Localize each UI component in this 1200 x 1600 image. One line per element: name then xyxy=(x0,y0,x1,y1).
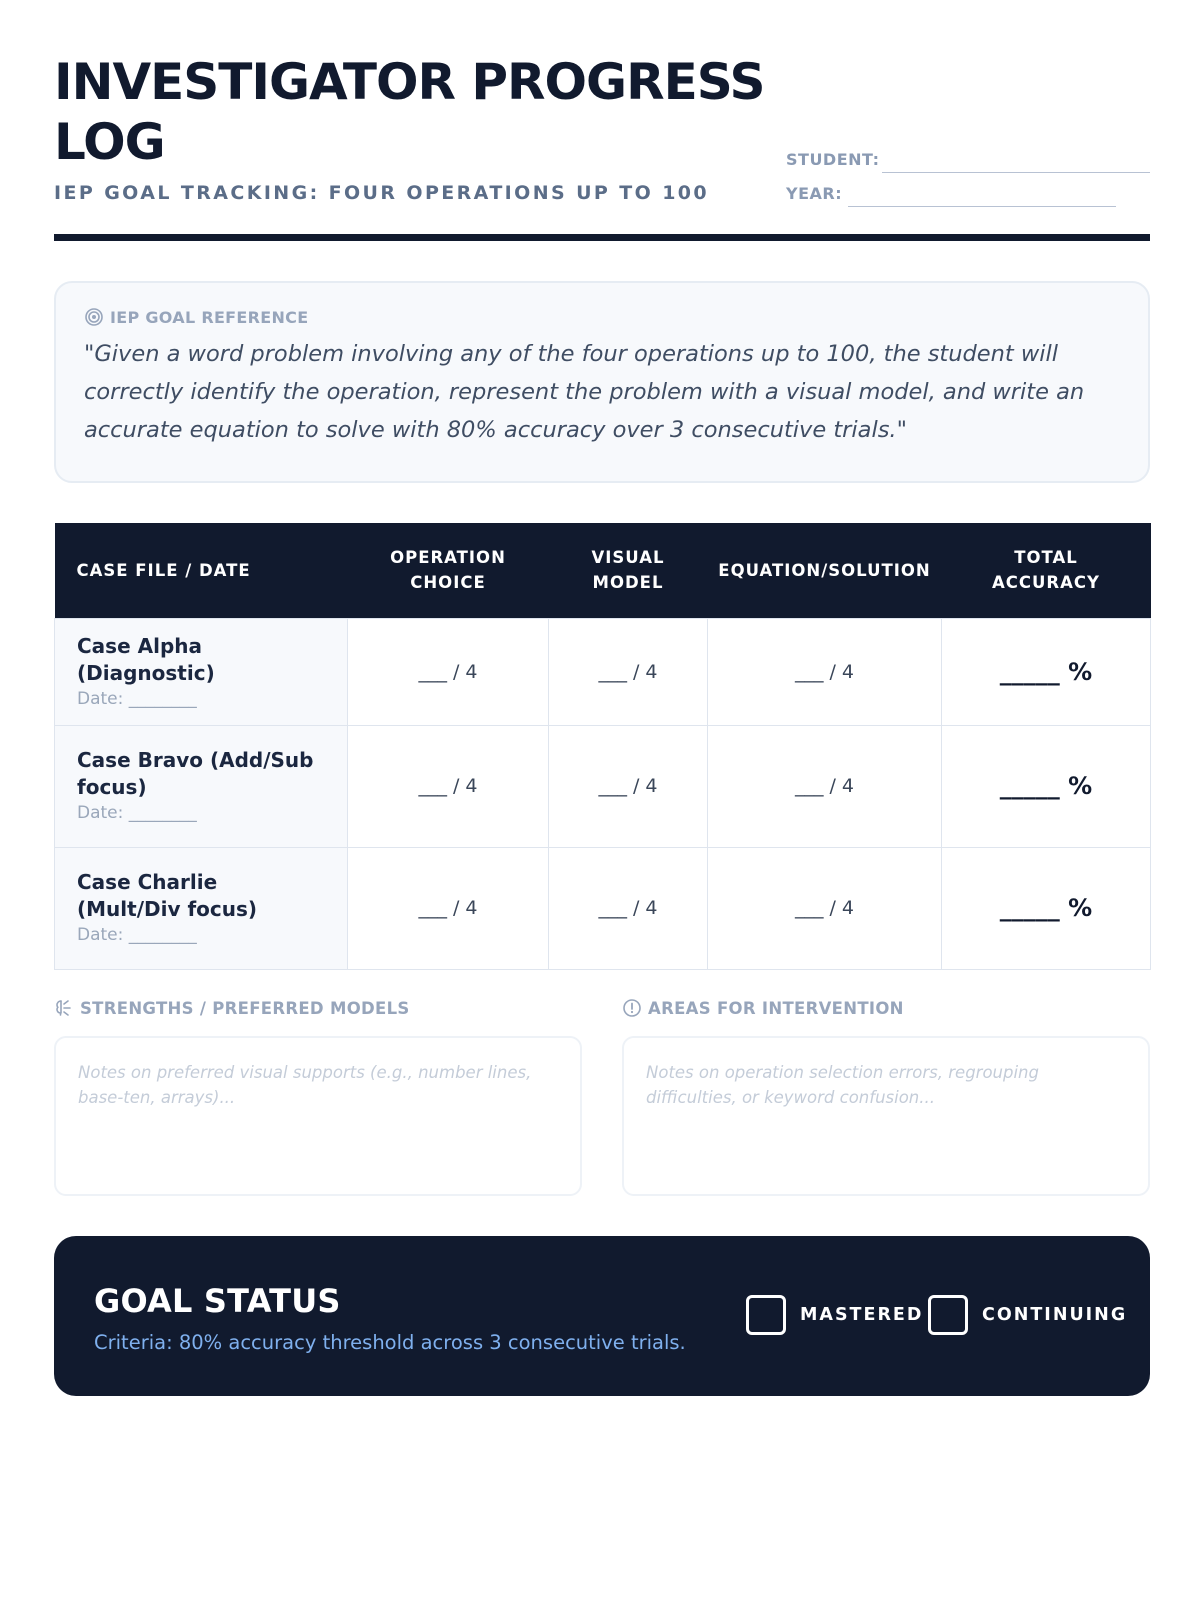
table-row xyxy=(55,618,1151,725)
alert-circle-icon xyxy=(622,998,642,1018)
strengths-notes-input[interactable]: Notes on preferred visual supports (e.g., number lines, base-ten, arrays)... xyxy=(54,1036,582,1196)
case-name: Case Charlie (Mult/Div focus) xyxy=(77,870,258,921)
header-equation-solution: EQUATION/SOLUTION xyxy=(708,523,942,618)
total-accuracy[interactable]: _____ % xyxy=(942,618,1151,725)
target-icon xyxy=(84,307,104,327)
header-case-file: CASE FILE / DATE xyxy=(55,523,348,618)
brain-icon xyxy=(54,998,74,1018)
student-line[interactable] xyxy=(882,172,1150,173)
case-cell xyxy=(55,618,348,725)
table-row xyxy=(55,725,1151,847)
intervention-heading xyxy=(622,997,1150,1019)
case-cell xyxy=(55,725,348,847)
continuing-checkbox[interactable] xyxy=(928,1295,968,1335)
student-fields xyxy=(786,150,1150,218)
equation-score[interactable]: ___ / 4 xyxy=(708,725,942,847)
total-accuracy[interactable]: _____ % xyxy=(942,847,1151,969)
table-header-row xyxy=(55,523,1151,618)
year-field[interactable] xyxy=(786,184,1150,218)
header xyxy=(54,0,1150,242)
header-op-line1: OPERATION xyxy=(390,548,506,568)
intervention-section xyxy=(622,997,1150,1196)
case-date[interactable]: Date: ________ xyxy=(77,925,197,945)
header-vm-line2: MODEL xyxy=(592,573,664,593)
goal-status-title: GOAL STATUS xyxy=(94,1282,341,1320)
intervention-title: AREAS FOR INTERVENTION xyxy=(648,998,904,1018)
title-line-1: INVESTIGATOR PROGRESS xyxy=(54,53,765,111)
visual-score[interactable]: ___ / 4 xyxy=(549,847,708,969)
equation-score[interactable]: ___ / 4 xyxy=(708,618,942,725)
header-operation-choice xyxy=(348,523,549,618)
goal-reference-title: IEP GOAL REFERENCE xyxy=(110,307,309,327)
goal-reference-card xyxy=(54,281,1150,483)
continuing-label: CONTINUING xyxy=(982,1305,1128,1325)
mastered-option[interactable] xyxy=(746,1295,923,1335)
header-divider xyxy=(54,234,1150,241)
mastered-label: MASTERED xyxy=(800,1305,924,1325)
header-op-line2: CHOICE xyxy=(410,573,486,593)
strengths-title: STRENGTHS / PREFERRED MODELS xyxy=(80,998,410,1018)
title-line-2: LOG xyxy=(54,113,165,171)
intervention-notes-input[interactable]: Notes on operation selection errors, regrouping difficulties, or keyword confusion... xyxy=(622,1036,1150,1196)
year-label: YEAR: xyxy=(786,184,843,203)
goal-reference-heading xyxy=(84,307,1120,327)
table-row xyxy=(55,847,1151,969)
operation-score[interactable]: ___ / 4 xyxy=(348,847,549,969)
page-subtitle: IEP GOAL TRACKING: FOUR OPERATIONS UP TO 100 xyxy=(54,182,710,204)
header-total-accuracy xyxy=(942,523,1151,618)
student-label: STUDENT: xyxy=(786,150,880,169)
total-accuracy[interactable]: _____ % xyxy=(942,725,1151,847)
goal-status-criteria: Criteria: 80% accuracy threshold across 3 consecutive trials. xyxy=(94,1331,686,1354)
strengths-heading xyxy=(54,997,582,1019)
equation-score[interactable]: ___ / 4 xyxy=(708,847,942,969)
goal-status-panel xyxy=(54,1236,1150,1396)
strengths-section xyxy=(54,997,582,1196)
header-ta-line2: ACCURACY xyxy=(992,573,1100,593)
case-name: Case Alpha (Diagnostic) xyxy=(77,633,215,685)
student-field[interactable] xyxy=(786,150,1150,184)
visual-score[interactable]: ___ / 4 xyxy=(549,725,708,847)
page-title xyxy=(54,52,774,172)
case-date[interactable]: Date: ________ xyxy=(77,803,197,823)
case-name: Case Bravo (Add/Sub focus) xyxy=(77,748,314,799)
header-ta-line1: TOTAL xyxy=(1014,548,1078,568)
case-cell xyxy=(55,847,348,969)
progress-table xyxy=(54,523,1150,970)
visual-score[interactable]: ___ / 4 xyxy=(549,618,708,725)
header-visual-model xyxy=(549,523,708,618)
header-vm-line1: VISUAL xyxy=(591,548,665,568)
year-line[interactable] xyxy=(848,206,1116,207)
continuing-option[interactable] xyxy=(928,1295,1127,1335)
case-date[interactable]: Date: ________ xyxy=(77,688,197,709)
goal-reference-text: "Given a word problem involving any of the four operations up to 100, the student will correctly identify the operation, represent the problem with a visual model, and write an accurate equation to solve with 80% accuracy over 3 consecutive trials." xyxy=(84,341,1085,443)
operation-score[interactable]: ___ / 4 xyxy=(348,725,549,847)
operation-score[interactable]: ___ / 4 xyxy=(348,618,549,725)
mastered-checkbox[interactable] xyxy=(746,1295,786,1335)
